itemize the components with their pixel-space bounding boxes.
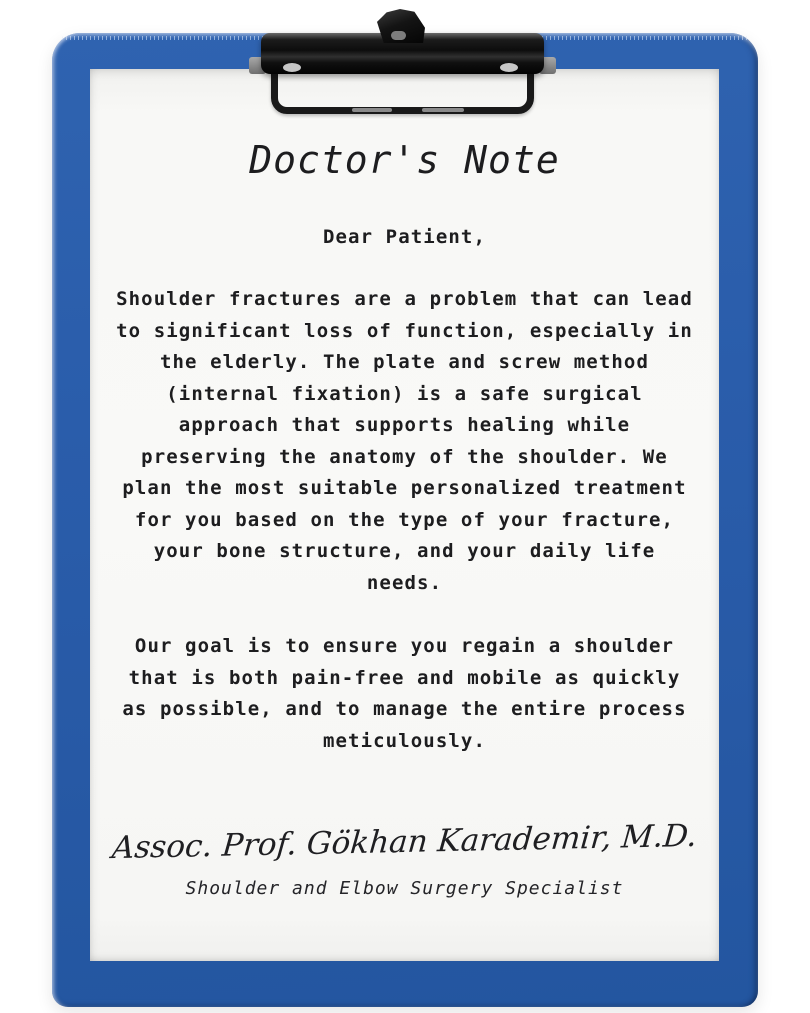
note-paragraph-text: Our goal is to ensure you regain a shoulder that is both pain-free and mobile as quickly as possible, and to manage the entire process meticulously.	[122, 635, 687, 752]
clip-bar-hole-right	[500, 63, 518, 72]
signature-script: Assoc. Prof. Gökhan Karademir, M.D.	[110, 817, 699, 867]
note-salutation: Dear Patient,	[322, 226, 486, 248]
note-paragraph-text: Shoulder fractures are a problem that can lead to significant loss of function, especially in the elderly. The plate and screw method (internal fixation) is a safe surgical approach that supports healing while preserving the anatomy of the shoulder. We plan the most suitable personalized treatment for you based on the type of your fracture, your bone structure, and your daily life needs.	[116, 288, 693, 594]
note-title: Doctor's Note	[249, 138, 560, 182]
note-paragraph	[90, 284, 719, 599]
paper-sheet	[90, 69, 719, 961]
signature-title: Shoulder and Elbow Surgery Specialist	[185, 878, 624, 899]
note-paragraph	[90, 631, 719, 757]
clip-bar-hole-left	[283, 63, 301, 72]
clip-loop-highlight	[352, 108, 392, 112]
clip-loop-highlight	[422, 108, 464, 112]
clip-hook-hole	[391, 31, 406, 40]
